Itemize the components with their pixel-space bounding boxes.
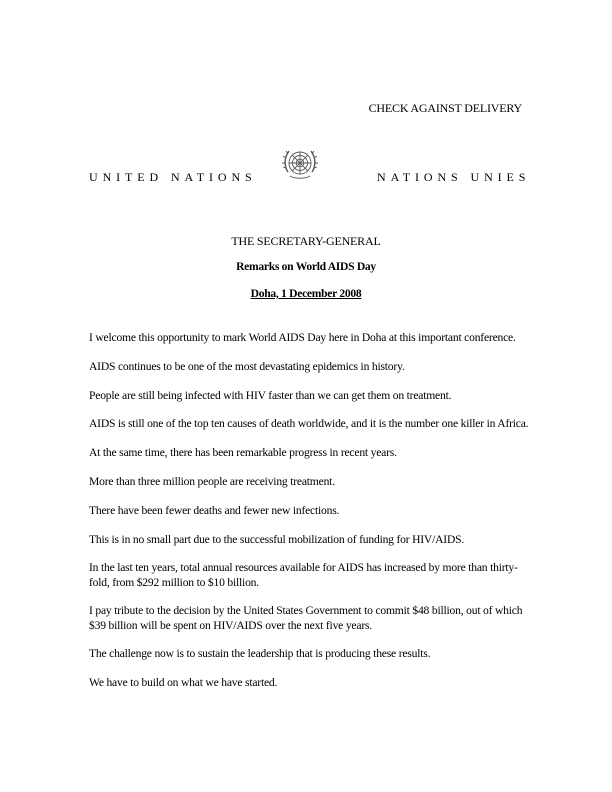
united-nations-label: UNITED NATIONS xyxy=(89,170,257,184)
nations-unies-label: NATIONS UNIES xyxy=(377,170,531,184)
paragraph: This is in no small part due to the successful mobilization of funding for HIV/AIDS. xyxy=(89,532,465,546)
paragraph: AIDS continues to be one of the most devastating epidemics in history. xyxy=(89,359,405,373)
paragraph: The challenge now is to sustain the leadership that is producing these results. xyxy=(89,647,431,661)
paragraph: There have been fewer deaths and fewer new infections. xyxy=(89,503,340,517)
paragraph: I pay tribute to the decision by the United States Government to commit $48 billion, out of which $39 billion will be spent on HIV/AIDS over the next five years. xyxy=(89,604,523,632)
un-emblem-icon xyxy=(280,146,320,186)
check-against-delivery: CHECK AGAINST DELIVERY xyxy=(368,101,522,115)
paragraph: In the last ten years, total annual resources available for AIDS has increased by more than thirty-fold, from $292 million to $10 billion. xyxy=(89,561,518,589)
place-and-date: Doha, 1 December 2008 xyxy=(250,287,362,300)
paragraph: I welcome this opportunity to mark World AIDS Day here in Doha at this important conference. xyxy=(89,331,516,344)
paragraph: We have to build on what we have started. xyxy=(89,676,278,690)
paragraph: AIDS is still one of the top ten causes of death worldwide, and it is the number one killer in Africa. xyxy=(89,417,529,431)
office-title: THE SECRETARY-GENERAL xyxy=(231,234,381,248)
paragraph: More than three million people are receiving treatment. xyxy=(89,474,335,488)
paragraph: At the same time, there has been remarkable progress in recent years. xyxy=(89,446,397,460)
speech-body xyxy=(89,331,529,705)
paragraph: People are still being infected with HIV faster than we can get them on treatment. xyxy=(89,388,452,402)
speech-title: Remarks on World AIDS Day xyxy=(236,260,376,273)
